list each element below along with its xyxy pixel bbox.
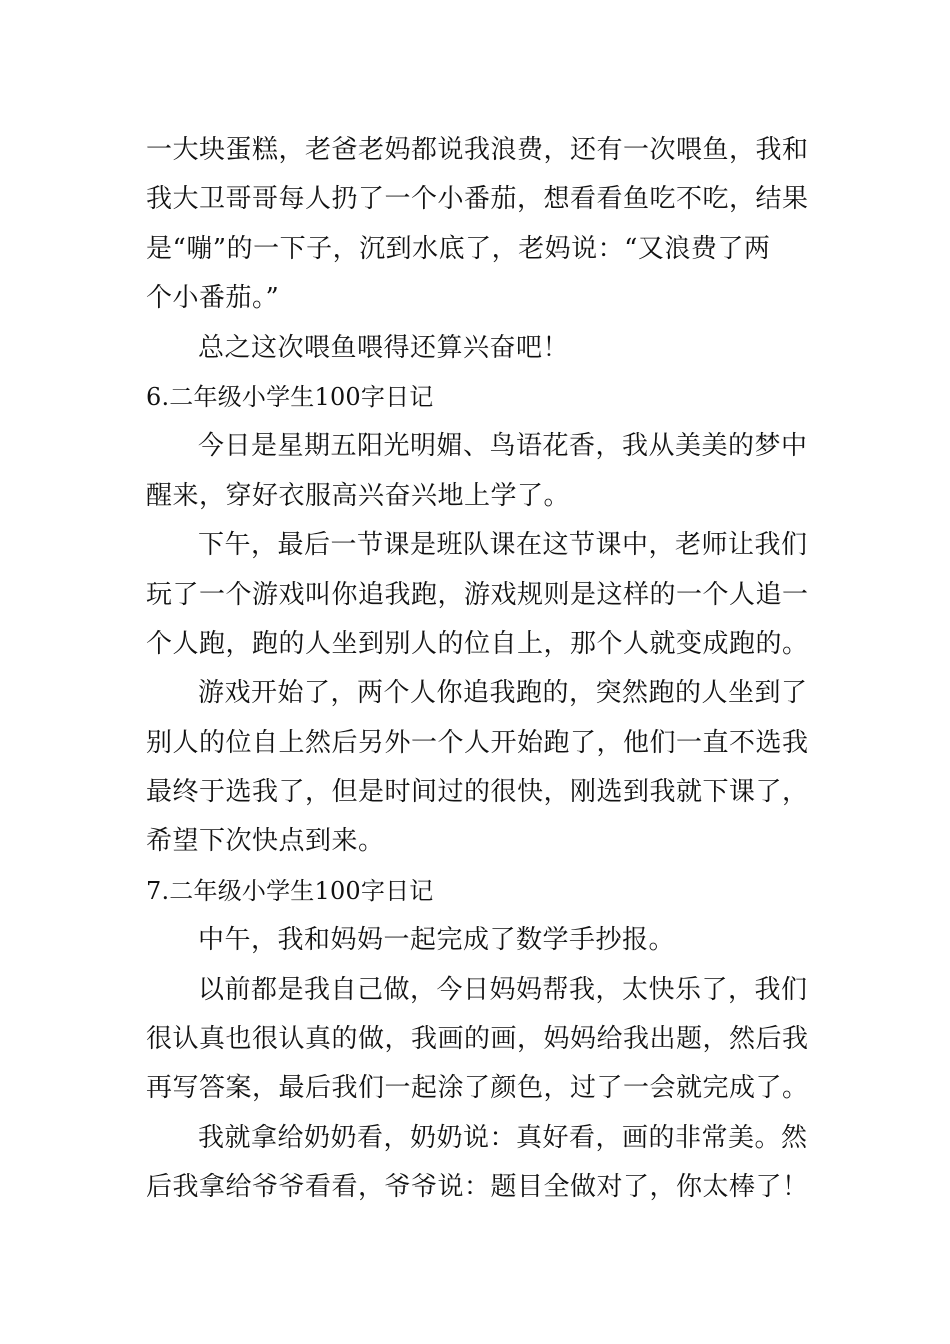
text-line: 我就拿给奶奶看，奶奶说：真好看，画的非常美。然 bbox=[198, 1122, 808, 1153]
text-line: 以前都是我自己做，今日妈妈帮我，太快乐了，我们 bbox=[198, 974, 808, 1005]
section-heading: 7.二年级小学生100字日记 bbox=[146, 876, 434, 905]
text-line: 中午，我和妈妈一起完成了数学手抄报。 bbox=[198, 925, 676, 956]
text-line: 别人的位自上然后另外一个人开始跑了，他们一直不选我 bbox=[146, 727, 809, 758]
text-line: 下午，最后一节课是班队课在这节课中，老师让我们 bbox=[198, 530, 808, 561]
text-line: 醒来，穿好衣服高兴奋兴地上学了。 bbox=[146, 480, 571, 511]
text-line: 游戏开始了，两个人你追我跑的，突然跑的人坐到了 bbox=[198, 678, 808, 709]
text-line: 希望下次快点到来。 bbox=[146, 826, 385, 857]
text-line: 后我拿给爷爷看看，爷爷说：题目全做对了，你太棒了！ bbox=[146, 1172, 809, 1203]
text-line: 个小番茄。” bbox=[146, 283, 280, 314]
text-line: 今日是星期五阳光明媚、鸟语花香，我从美美的梦中 bbox=[198, 431, 808, 462]
text-line: 是“嘣”的一下子，沉到水底了，老妈说：“又浪费了两 bbox=[146, 233, 771, 264]
text-line: 我大卫哥哥每人扔了一个小番茄，想看看鱼吃不吃，结果 bbox=[146, 184, 809, 215]
section-heading: 6.二年级小学生100字日记 bbox=[146, 382, 434, 411]
text-line: 最终于选我了，但是时间过的很快，刚选到我就下课了， bbox=[146, 777, 809, 808]
text-line: 个人跑，跑的人坐到别人的位自上，那个人就变成跑的。 bbox=[146, 628, 809, 659]
document-body bbox=[146, 126, 826, 1213]
text-line: 再写答案，最后我们一起涂了颜色，过了一会就完成了。 bbox=[146, 1073, 809, 1104]
text-line: 总之这次喂鱼喂得还算兴奋吧！ bbox=[198, 332, 570, 363]
text-line: 很认真也很认真的做，我画的画，妈妈给我出题，然后我 bbox=[146, 1024, 809, 1055]
text-line: 一大块蛋糕，老爸老妈都说我浪费，还有一次喂鱼，我和 bbox=[146, 135, 809, 165]
text-line: 玩了一个游戏叫你追我跑，游戏规则是这样的一个人追一 bbox=[146, 579, 809, 610]
